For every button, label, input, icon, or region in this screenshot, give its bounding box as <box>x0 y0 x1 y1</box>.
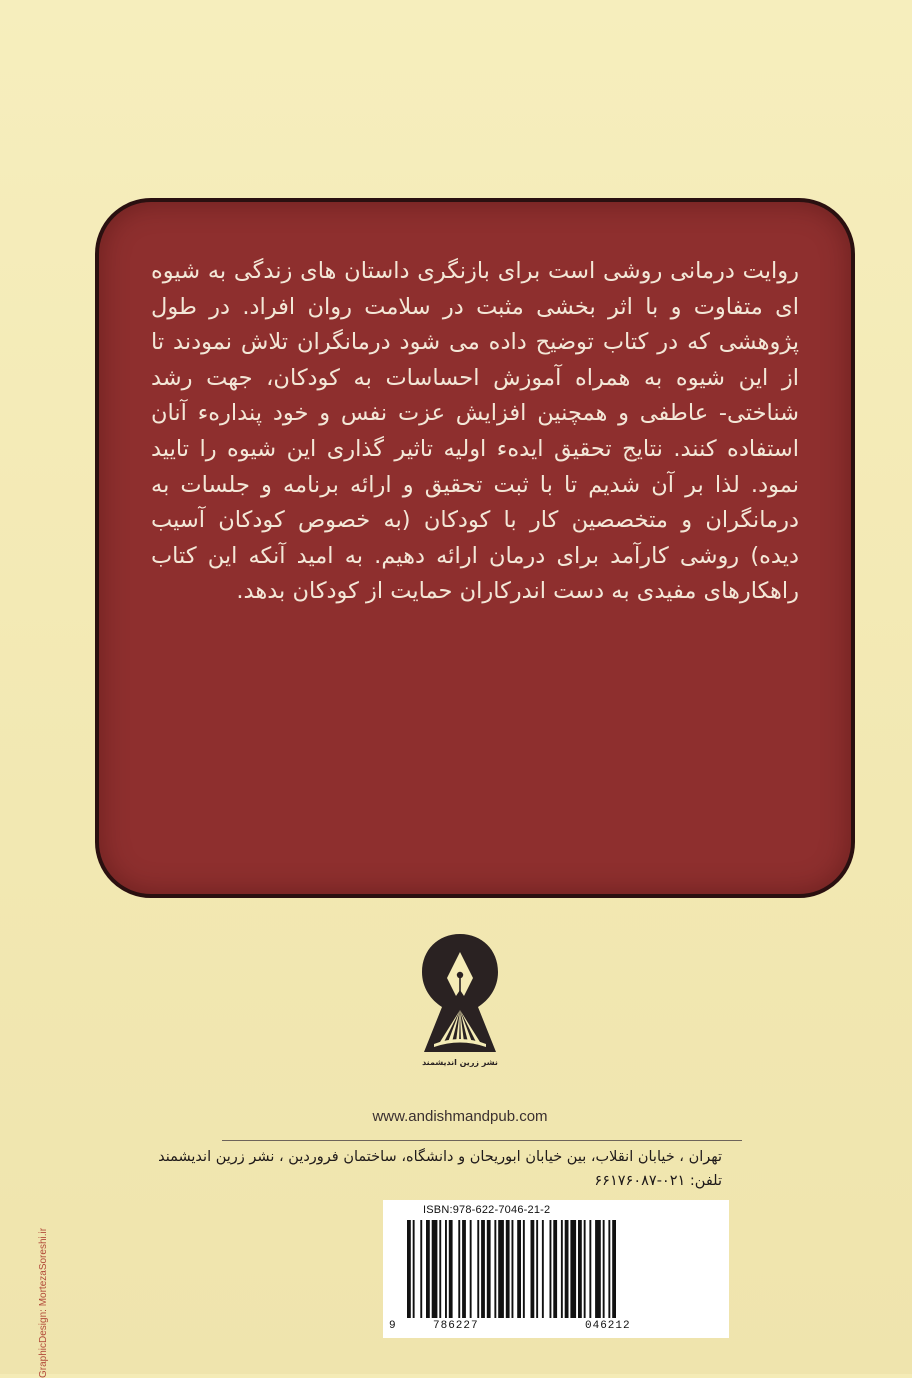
designer-credit: GraphicDesign: MortezaSoreshi.ir <box>38 1227 49 1378</box>
barcode-right-digits: 046212 <box>585 1320 631 1332</box>
isbn-text: ISBN:978-622-7046-21-2 <box>423 1204 551 1216</box>
logo-caption: نشر زرین اندیشمند <box>422 1058 498 1067</box>
barcode-icon <box>403 1220 703 1320</box>
divider <box>222 1140 742 1141</box>
keyhole-pen-logo-icon <box>416 930 504 1076</box>
publisher-logo <box>416 930 504 1076</box>
blurb-panel <box>95 198 855 898</box>
barcode-first-digit: 9 <box>389 1320 396 1332</box>
website-url[interactable]: www.andishmandpub.com <box>372 1108 548 1125</box>
barcode-left-digits: 786227 <box>433 1320 479 1332</box>
publisher-address: تهران ، خیابان انقلاب، بین خیابان ابوریحان و دانشگاه، ساختمان فروردین ، نشر زرین اندیشمند <box>158 1149 722 1165</box>
blurb-text: روایت درمانی روشی است برای بازنگری داستان های زندگی به شیوه ای متفاوت و با اثر بخشی مثبت در سلامت روان افراد. در طول پژوهشی که در کتاب توضیح داده می شود درمانگران تلاش نمودند تا از این شیوه به همراه آموزش احساسات به کودکان، جهت رشد شناختی- عاطفی و همچنین افزایش عزت نفس و خود پنداره‌ء آنان استفاده کنند. نتایج تحقیق ایده‌ء اولیه تاثیر گذاری این شیوه را تایید نمود. لذا بر آن شدیم تا با ثبت تحقیق و ارائه برنامه و جلسات به درمانگران و متخصصین کار با کودکان (به خصوص کودکان آسیب دیده) روشی کارآمد برای درمان ارائه دهیم. به امید آنکه این کتاب راهکارهای مفیدی به دست اندرکاران حمایت از کودکان بدهد. <box>151 258 799 605</box>
publisher-phone: تلفن: ۰۲۱-۶۶۱۷۶۰۸۷ <box>594 1173 722 1189</box>
barcode-label <box>383 1200 729 1338</box>
